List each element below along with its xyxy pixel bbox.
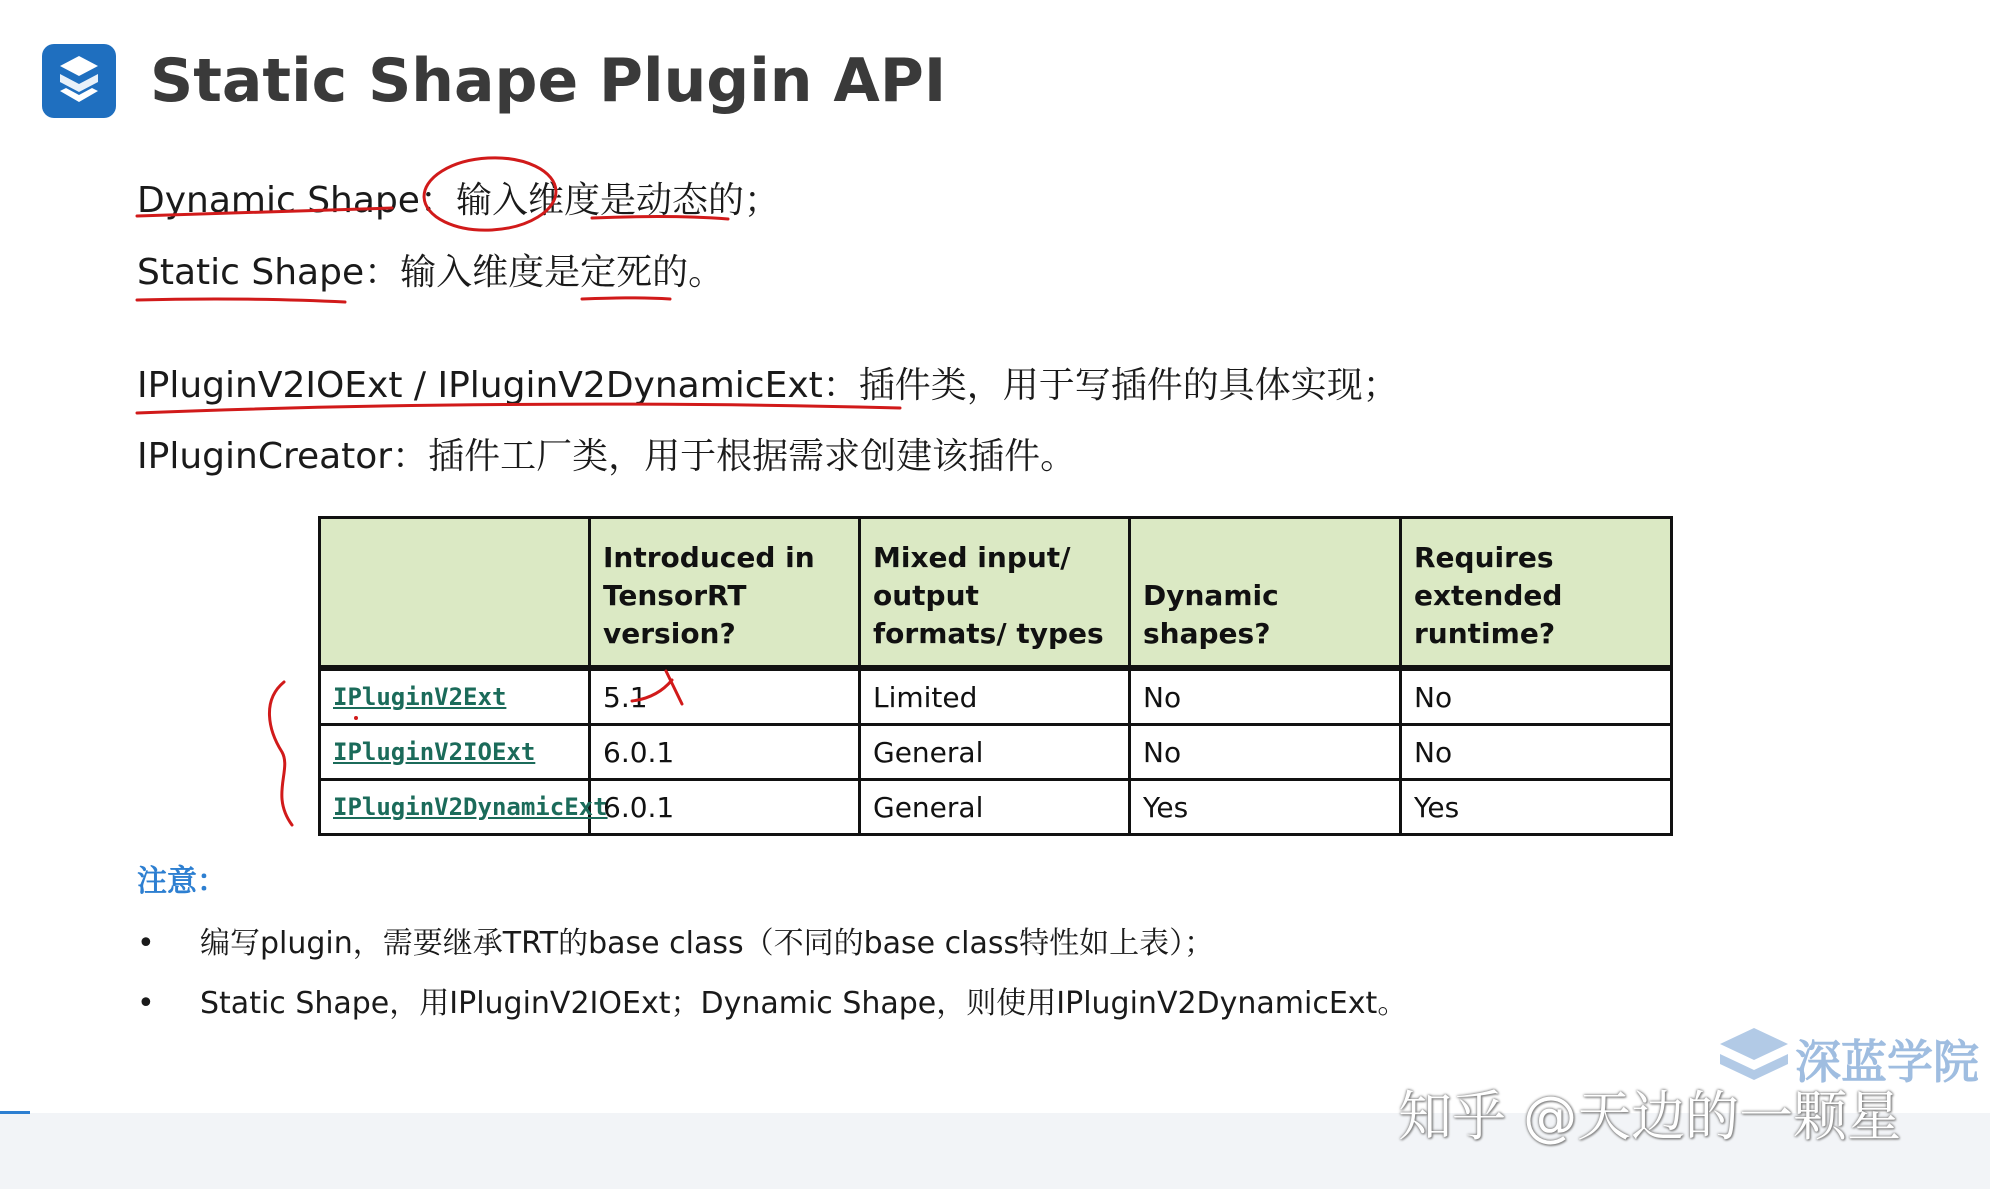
definition-plugin-creator — [137, 428, 1076, 479]
table-header — [320, 518, 590, 669]
table-header: Requires extended runtime? — [1401, 518, 1672, 669]
table-header: Mixed input/ output formats/ types — [860, 518, 1130, 669]
table-row — [320, 780, 1672, 835]
underline-fixed — [582, 298, 670, 299]
table-cell: No — [1401, 668, 1672, 725]
table-cell: General — [860, 725, 1130, 780]
table-cell: Yes — [1401, 780, 1672, 835]
term: Dynamic Shape — [137, 180, 420, 221]
note-item-1 — [137, 918, 1214, 962]
bullet-icon: • — [137, 926, 155, 961]
bracket-rows — [269, 682, 292, 825]
description: ：输入维度是定死的。 — [364, 252, 725, 293]
s-logo-icon — [42, 44, 116, 118]
definition-dynamic-shape — [137, 172, 780, 223]
zhihu-watermark: 知乎 @天边的一颗星 — [1398, 1085, 1902, 1148]
plugin-link-ipluginv2ext[interactable]: IPluginV2Ext — [320, 668, 590, 725]
table-cell: General — [860, 780, 1130, 835]
table-header: Introduced in TensorRT version? — [590, 518, 860, 669]
description: ：插件工厂类，用于根据需求创建该插件。 — [392, 436, 1077, 477]
table-row — [320, 668, 1672, 725]
table-cell: 5.1 — [590, 668, 860, 725]
page-title: Static Shape Plugin API — [150, 46, 947, 116]
note-text: 编写plugin，需要继承TRT的base class（不同的base class特性如上表）； — [200, 926, 1215, 961]
note-item-2 — [137, 978, 1407, 1022]
table-cell: 6.0.1 — [590, 725, 860, 780]
table-cell: No — [1401, 725, 1672, 780]
term: Static Shape — [137, 252, 365, 293]
table-cell: No — [1130, 668, 1401, 725]
note-text: Static Shape，用IPluginV2IOExt；Dynamic Shape，则使用IPluginV2DynamicExt。 — [200, 986, 1408, 1021]
definition-plugin-class — [137, 357, 1399, 408]
term: IPluginCreator — [137, 436, 393, 477]
brand-logo — [42, 44, 116, 118]
description: ：插件类，用于写插件的具体实现； — [822, 365, 1399, 406]
table-cell: Yes — [1130, 780, 1401, 835]
term: IPluginV2IOExt / IPluginV2DynamicExt — [137, 365, 823, 406]
bullet-icon: • — [137, 986, 155, 1021]
plugin-comparison-table — [318, 516, 1673, 836]
notes-heading: 注意： — [137, 864, 227, 899]
table-cell: Limited — [860, 668, 1130, 725]
plugin-link-ipluginv2dynamicext[interactable]: IPluginV2DynamicExt — [320, 780, 590, 835]
plugin-link-ipluginv2ioext[interactable]: IPluginV2IOExt — [320, 725, 590, 780]
brand-watermark: 深蓝学院 — [1795, 1035, 1979, 1089]
table-cell: 6.0.1 — [590, 780, 860, 835]
table-header: Dynamic shapes? — [1130, 518, 1401, 669]
underline-static-shape — [137, 299, 345, 302]
table-header-row — [320, 518, 1672, 669]
definition-static-shape — [137, 244, 724, 295]
description: ：输入维度是动态的； — [419, 180, 780, 221]
table-row — [320, 725, 1672, 780]
footer-accent-line — [0, 1111, 30, 1114]
table-cell: No — [1130, 725, 1401, 780]
